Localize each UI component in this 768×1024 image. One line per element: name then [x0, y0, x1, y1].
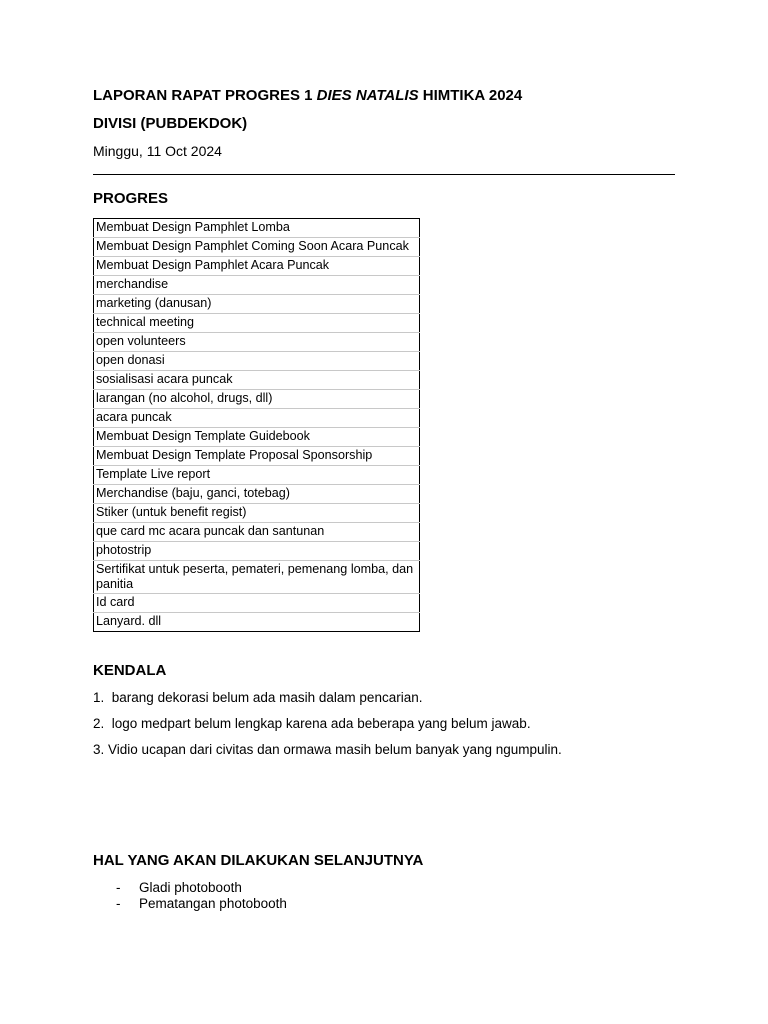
report-title-suffix: HIMTIKA 2024	[418, 87, 523, 104]
item-text: Pematangan photobooth	[139, 896, 287, 911]
table-row	[94, 314, 420, 333]
item-number: 1.	[93, 690, 105, 705]
kendala-heading: KENDALA	[93, 662, 167, 679]
bullet-dash: -	[116, 896, 121, 911]
table-cell: Membuat Design Template Proposal Sponsorship	[94, 447, 420, 466]
progres-heading: PROGRES	[93, 190, 169, 207]
table-cell: acara puncak	[94, 409, 420, 428]
table-row	[94, 371, 420, 390]
item-number: 2.	[93, 716, 105, 731]
next-step-item	[116, 896, 287, 911]
table-row	[94, 504, 420, 523]
kendala-item	[93, 716, 531, 731]
table-cell: Id card	[94, 594, 420, 613]
kendala-item	[93, 742, 562, 757]
item-text: Gladi photobooth	[139, 880, 242, 895]
report-title	[93, 87, 522, 104]
table-cell: technical meeting	[94, 314, 420, 333]
table-cell: Membuat Design Pamphlet Acara Puncak	[94, 257, 420, 276]
table-cell: open donasi	[94, 352, 420, 371]
item-text: Vidio ucapan dari civitas dan ormawa masih belum banyak yang ngumpulin.	[108, 742, 562, 757]
table-cell: sosialisasi acara puncak	[94, 371, 420, 390]
table-cell: Lanyard. dll	[96, 614, 162, 628]
table-cell: Stiker (untuk benefit regist)	[94, 504, 420, 523]
table-row	[94, 409, 420, 428]
meeting-date: Minggu, 11 Oct 2024	[93, 143, 222, 159]
table-row	[94, 485, 420, 504]
table-cell: merchandise	[94, 276, 420, 295]
table-row	[94, 333, 420, 352]
table-row	[94, 276, 420, 295]
table-cell: larangan (no alcohol, drugs, dll)	[94, 390, 420, 409]
table-cell: open volunteers	[94, 333, 420, 352]
progres-table	[93, 218, 420, 632]
table-cell: Sertifikat untuk peserta, pemateri, pemenang lomba, dan panitia	[94, 561, 420, 594]
table-cell: photostrip	[94, 542, 420, 561]
item-number: 3.	[93, 742, 105, 757]
table-row	[94, 238, 420, 257]
table-row	[94, 219, 420, 238]
table-cell: marketing (danusan)	[94, 295, 420, 314]
table-row	[94, 594, 420, 613]
table-row	[94, 390, 420, 409]
table-cell: que card mc acara puncak dan santunan	[94, 523, 420, 542]
table-cell: Merchandise (baju, ganci, totebag)	[94, 485, 420, 504]
table-row	[94, 561, 420, 594]
next-step-item	[116, 880, 242, 895]
kendala-item	[93, 690, 422, 705]
division-title: DIVISI (PUBDEKDOK)	[93, 115, 248, 132]
table-cell: Membuat Design Pamphlet Lomba	[94, 219, 420, 238]
table-row	[94, 428, 420, 447]
item-text: barang dekorasi belum ada masih dalam pencarian.	[111, 690, 423, 705]
table-row	[94, 466, 420, 485]
table-row	[94, 257, 420, 276]
report-title-prefix: LAPORAN RAPAT PROGRES 1	[93, 87, 317, 104]
table-cell: Template Live report	[94, 466, 420, 485]
table-row	[94, 542, 420, 561]
report-title-italic: DIES NATALIS	[316, 87, 419, 104]
item-text: logo medpart belum lengkap karena ada beberapa yang belum jawab.	[111, 716, 531, 731]
table-row	[94, 613, 420, 632]
divider-line	[93, 174, 675, 175]
table-cell: Membuat Design Template Guidebook	[94, 428, 420, 447]
table-row	[94, 295, 420, 314]
table-row	[94, 523, 420, 542]
table-row	[94, 352, 420, 371]
next-steps-heading: HAL YANG AKAN DILAKUKAN SELANJUTNYA	[93, 852, 424, 869]
table-row	[94, 447, 420, 466]
bullet-dash: -	[116, 880, 121, 895]
table-cell: Membuat Design Pamphlet Coming Soon Acara Puncak	[94, 238, 420, 257]
